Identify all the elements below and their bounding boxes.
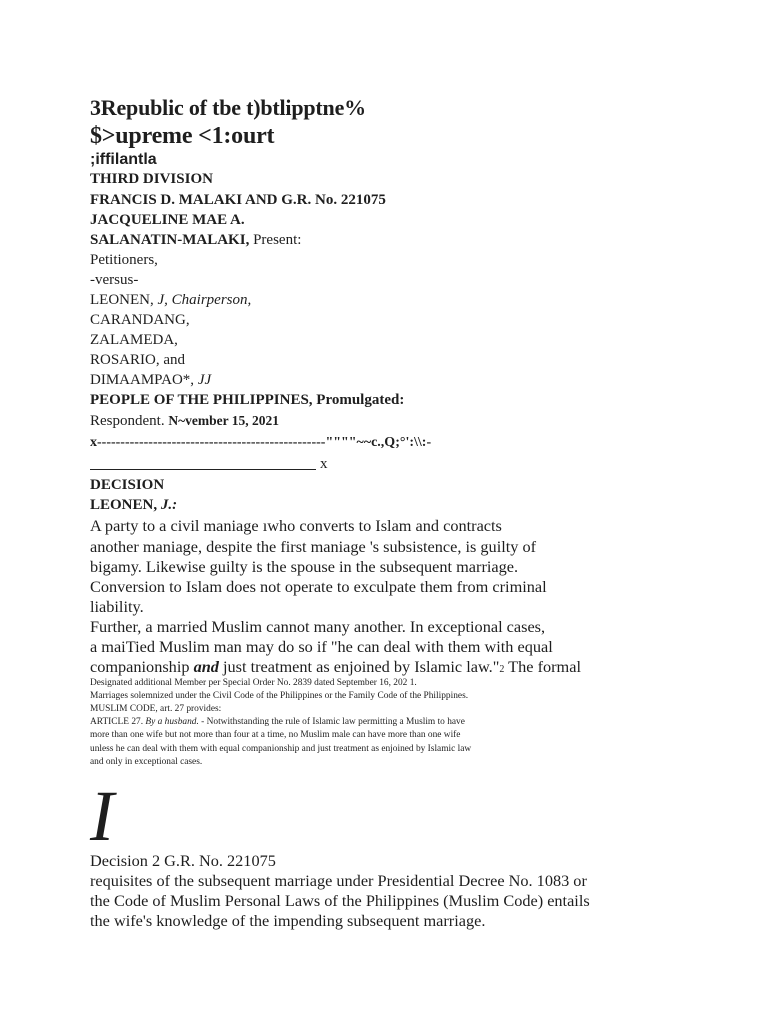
justice-name: DIMAAMPAO*, [90,372,198,388]
initials-mark: I [90,776,114,856]
justice-zalameda: ZALAMEDA, [90,332,178,348]
page2-line: the Code of Muslim Personal Laws of the Philippines (Muslim Code) entails [90,891,590,910]
paragraph-1-line: bigamy. Likewise guilty is the spouse in the subsequent marriage. [90,557,519,576]
justice-dimaampao [90,373,211,388]
footnote-article-cont: and only in exceptional cases. [90,757,203,767]
republic-heading: 3Republic of tbe t)btlipptne% [90,95,366,120]
article-title: By a husband. [145,717,199,727]
respondent-party: PEOPLE OF THE PHILIPPINES, Promulgated: [90,392,405,408]
supreme-court-heading: $>upreme <1:ourt [90,123,275,149]
present-label: Present: [249,232,302,248]
petitioners-label: Petitioners, [90,252,158,268]
emphasis-and: and [193,657,219,676]
respondent-label: Respondent. [90,413,169,429]
promulgation-date: N~vember 15, 2021 [168,413,279,428]
paragraph-1-line: another maniage, despite the first maniage 's subsistence, is guilty of [90,537,537,556]
paragraph-2-line [90,659,581,675]
petitioner-name: SALANATIN-MALAKI, [90,232,250,248]
justice-carandang: CARANDANG, [90,312,190,328]
justice-rosario: ROSARIO, and [90,352,186,368]
footnote-article [90,718,465,727]
paragraph-2-line: a maiTied Muslim man may do so if "he can deal with them with equal [90,637,553,656]
footnote-ref: 2 [499,664,505,675]
footnote-article-cont: more than one wife but not more than four at a time, no Muslim male can have more than one wife [90,730,461,740]
parties-line-3 [90,233,301,248]
respondent-line [90,414,279,429]
ponente-name: LEONEN, [90,497,161,513]
page2-line: requisites of the subsequent marriage under Presidential Decree No. 1083 or [90,871,587,890]
location-heading: ;iffilantla [90,151,157,168]
paragraph-1-line: liability. [90,597,144,616]
caption-rule [90,469,316,470]
division-label: THIRD DIVISION [90,171,213,187]
decision-title: DECISION [90,477,165,493]
running-head: Decision 2 G.R. No. 221075 [90,851,276,870]
footnote-3: MUSLIM CODE, art. 27 provides: [90,704,222,714]
ponente-title: J.: [160,497,178,513]
caption-dash-line: x-------------------------------------------------""""~~c.,Q;°':\\:- [90,435,432,450]
text-run: just treatment as enjoined by Islamic law." [218,657,500,676]
justice-name: LEONEN, [90,292,158,308]
footnote-1: Designated additional Member per Special Order No. 2839 dated September 16, 202 1. [90,678,417,688]
paragraph-1-line: A party to a civil maniage ıwho converts to Islam and contracts [90,516,502,535]
page2-line: the wife's knowledge of the impending subsequent marriage. [90,911,486,930]
justice-title: J, Chairperson, [157,292,252,308]
text-run: The formal [504,657,581,676]
justice-chairperson [90,293,251,308]
article-label: ARTICLE 27. [90,717,146,727]
text-run: companionship [90,657,194,676]
justices-abbrev: JJ [197,372,212,388]
article-text: - Notwithstanding the rule of Islamic law permitting a Muslim to have [198,717,465,727]
ponente [90,498,177,513]
parties-line-2: JACQUELINE MAE A. [90,212,245,228]
paragraph-1-line: Conversion to Islam does not operate to exculpate them from criminal [90,577,547,596]
parties-line-1: FRANCIS D. MALAKI AND G.R. No. 221075 [90,192,386,208]
footnote-2: Marriages solemnized under the Civil Code of the Philippines or the Family Code of the Philippines. [90,691,469,701]
paragraph-2-line: Further, a married Muslim cannot many another. In exceptional cases, [90,617,546,636]
rule-end-mark: x [320,456,328,472]
footnote-article-cont: unless he can deal with them with equal companionship and just treatment as enjoined by Islamic law [90,744,472,754]
versus-label: -versus- [90,272,139,288]
